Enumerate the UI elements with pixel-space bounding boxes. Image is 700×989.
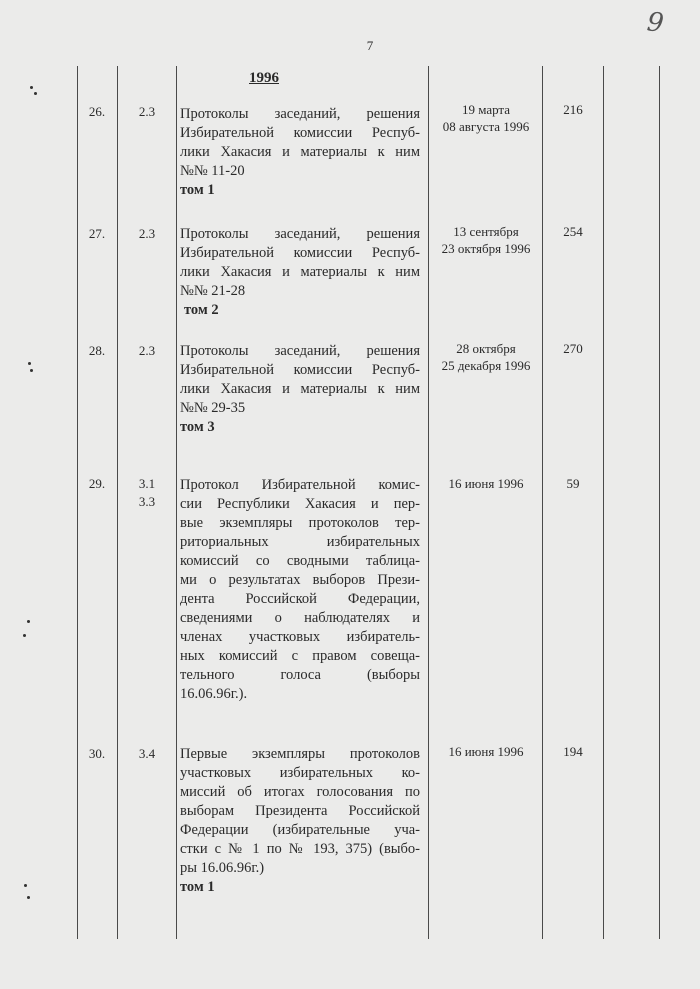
title-line: Протоколы заседаний, решения — [180, 343, 420, 359]
handwritten-sheet-number: 9 — [645, 7, 666, 39]
title-line: ры 16.06.96г.) — [180, 860, 265, 876]
title-line: сведениями о наблюдателях и — [180, 610, 420, 626]
title-line: миссий об итогах голосования по — [180, 784, 420, 800]
title-line: Избирательной комиссии Респуб- — [180, 125, 420, 141]
scan-speck — [30, 86, 33, 89]
scan-speck — [23, 634, 26, 637]
row-number: 30. — [88, 746, 106, 761]
row-index: 2.3 — [138, 226, 156, 241]
column-rule-title — [428, 66, 429, 939]
row-title — [180, 342, 420, 437]
title-line: комиссий со сводными таблица- — [180, 553, 420, 569]
year-heading: 1996 — [249, 70, 279, 86]
column-rule-dates — [542, 66, 543, 939]
volume-label: том 2 — [184, 302, 219, 318]
scan-speck — [28, 362, 31, 365]
title-line: риториальных избирательных — [180, 534, 420, 550]
row-title — [180, 225, 420, 320]
volume-label: том 1 — [180, 879, 215, 895]
column-rule-right — [659, 66, 660, 939]
title-line: 16.06.96г.). — [180, 686, 248, 702]
title-line: участковых избирательных ко- — [180, 765, 420, 781]
row-title — [180, 476, 420, 704]
scan-speck — [34, 92, 37, 95]
title-line: ми о результатах выборов Прези- — [180, 572, 420, 588]
row-dates: 19 марта 08 августа 1996 — [442, 102, 530, 134]
title-line: сии Республики Хакасия и пер- — [180, 496, 420, 512]
column-rule-pages — [603, 66, 604, 939]
volume-label: том 3 — [180, 419, 215, 435]
row-index: 2.3 — [138, 104, 156, 119]
row-dates: 13 сентября 23 октября 1996 — [441, 224, 531, 256]
title-line: Избирательной комиссии Респуб- — [180, 245, 420, 261]
scan-speck — [27, 620, 30, 623]
row-number: 26. — [88, 104, 106, 119]
title-line: дента Российской Федерации, — [180, 591, 420, 607]
page-number: 7 — [366, 38, 374, 53]
title-line: Избирательной комиссии Респуб- — [180, 362, 420, 378]
row-index: 3.1 3.3 — [138, 476, 156, 509]
column-rule-left — [77, 66, 78, 939]
title-line: Первые экземпляры протоколов — [180, 746, 420, 762]
row-dates: 16 июня 1996 — [448, 476, 524, 491]
column-rule-index — [176, 66, 177, 939]
scan-speck — [27, 896, 30, 899]
title-line: вые экземпляры протоколов тер- — [180, 515, 420, 531]
title-line: Федерации (избирательные уча- — [180, 822, 420, 838]
title-line: Протоколы заседаний, решения — [180, 226, 420, 242]
row-index: 2.3 — [138, 343, 156, 358]
row-title — [180, 745, 420, 897]
title-line: лики Хакасия и материалы к ним — [180, 381, 420, 397]
row-pages: 59 — [566, 476, 580, 491]
row-pages: 216 — [563, 102, 583, 117]
row-index: 3.4 — [138, 746, 156, 761]
title-line: членах участковых избиратель- — [180, 629, 420, 645]
title-line: лики Хакасия и материалы к ним — [180, 264, 420, 280]
title-line: Протокол Избирательной комис- — [180, 477, 420, 493]
scan-speck — [24, 884, 27, 887]
title-line: №№ 29-35 — [180, 400, 246, 416]
title-line: лики Хакасия и материалы к ним — [180, 144, 420, 160]
row-dates: 28 октября 25 декабря 1996 — [441, 341, 531, 373]
row-pages: 270 — [563, 341, 583, 356]
title-line: выборам Президента Российской — [180, 803, 420, 819]
row-number: 29. — [88, 476, 106, 491]
title-line: №№ 21-28 — [180, 283, 246, 299]
title-line: тельного голоса (выборы — [180, 667, 420, 683]
row-number: 27. — [88, 226, 106, 241]
title-line: стки с № 1 по № 193, 375) (выбо- — [180, 841, 420, 857]
title-line: Протоколы заседаний, решения — [180, 106, 420, 122]
row-number: 28. — [88, 343, 106, 358]
row-dates: 16 июня 1996 — [448, 744, 524, 759]
title-line: №№ 11-20 — [180, 163, 245, 179]
scan-speck — [30, 369, 33, 372]
row-pages: 254 — [563, 224, 583, 239]
row-title — [180, 105, 420, 200]
row-pages: 194 — [563, 744, 583, 759]
title-line: ных комиссий с правом совеща- — [180, 648, 420, 664]
volume-label: том 1 — [180, 182, 215, 198]
